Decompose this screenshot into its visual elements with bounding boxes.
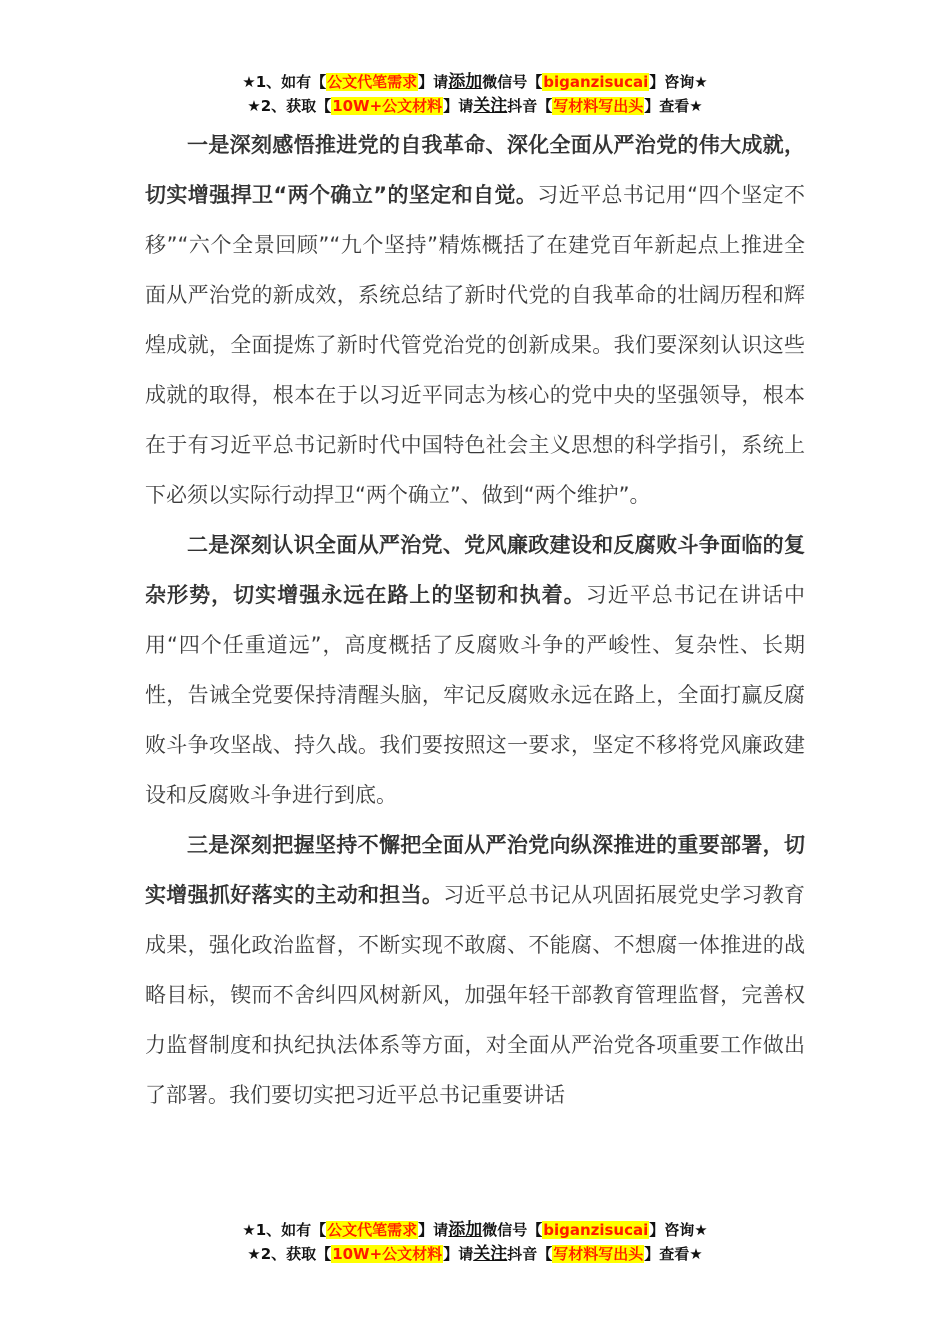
paragraph-lead: 三是深刻把握坚持不懈把全面从严治党向纵深推进的重要部署，切实增强抓好落实的主动和担当。 <box>145 833 805 907</box>
paragraph-1 <box>145 120 805 520</box>
paragraph-text: 习近平总书记用“四个坚定不移”“六个全景回顾”“九个坚持”精炼概括了在建党百年新起点上推进全面从严治党的新成效，系统总结了新时代党的自我革命的壮阔历程和辉煌成就，全面提炼了新时代管党治党的创新成果。我们要深刻认识这些成就的取得，根本在于以习近平同志为核心的党中央的坚强领导，根本在于有习近平总书记新时代中国特色社会主义思想的科学指引，系统上下必须以实际行动捍卫“两个确立”、做到“两个维护”。 <box>145 183 805 507</box>
highlight-service: 公文代笔需求 <box>327 1221 418 1239</box>
banner-line-1 <box>0 1218 950 1242</box>
document-body <box>145 120 805 1120</box>
highlight-douyin-account: 写材料写出头 <box>553 1245 644 1263</box>
highlight-douyin-account: 写材料写出头 <box>553 97 644 115</box>
banner-line-1 <box>0 70 950 94</box>
banner-text: 】请 <box>418 73 449 91</box>
banner-underline-text: 添加 <box>448 1220 483 1240</box>
banner-text: 】查看★ <box>644 97 703 115</box>
paragraph-3 <box>145 820 805 1120</box>
paragraph-lead: 一是深刻感悟推进党的自我革命、深化全面从严治党的伟大成就，切实增强捍卫“两个确立”的坚定和自觉。 <box>145 133 805 207</box>
banner-text: 】咨询★ <box>649 1221 708 1239</box>
banner-line-2 <box>0 94 950 118</box>
paragraph-text: 习近平总书记在讲话中用“四个任重道远”，高度概括了反腐败斗争的严峻性、复杂性、长期性，告诫全党要保持清醒头脑，牢记反腐败永远在路上，全面打赢反腐败斗争攻坚战、持久战。我们要按照这一要求，坚定不移将党风廉政建设和反腐败斗争进行到底。 <box>145 583 806 807</box>
paragraph-2 <box>145 520 805 820</box>
highlight-materials: 10W+公文材料 <box>332 1245 443 1263</box>
highlight-wechat-id: biganzisucai <box>543 1221 649 1239</box>
banner-text: 】咨询★ <box>649 73 708 91</box>
highlight-wechat-id: biganzisucai <box>543 73 649 91</box>
banner-line-2 <box>0 1242 950 1266</box>
banner-text: ★1、如有【 <box>242 73 327 91</box>
banner-text: 抖音【 <box>507 1245 553 1263</box>
banner-text: 抖音【 <box>507 97 553 115</box>
footer-banner <box>0 1218 950 1266</box>
highlight-materials: 10W+公文材料 <box>332 97 443 115</box>
banner-text: 微信号【 <box>482 1221 543 1239</box>
highlight-service: 公文代笔需求 <box>327 73 418 91</box>
banner-underline-text: 关注 <box>473 96 508 116</box>
banner-text: 】请 <box>443 1245 474 1263</box>
banner-underline-text: 添加 <box>448 72 483 92</box>
banner-underline-text: 关注 <box>473 1244 508 1264</box>
header-banner <box>0 70 950 118</box>
banner-text: 】请 <box>418 1221 449 1239</box>
paragraph-lead: 二是深刻认识全面从严治党、党风廉政建设和反腐败斗争面临的复杂形势，切实增强永远在路上的坚韧和执着。 <box>145 533 805 607</box>
banner-text: ★2、获取【 <box>247 1245 332 1263</box>
banner-text: ★2、获取【 <box>247 97 332 115</box>
banner-text: 微信号【 <box>482 73 543 91</box>
banner-text: ★1、如有【 <box>242 1221 327 1239</box>
banner-text: 】查看★ <box>644 1245 703 1263</box>
banner-text: 】请 <box>443 97 474 115</box>
paragraph-text: 习近平总书记从巩固拓展党史学习教育成果，强化政治监督，不断实现不敢腐、不能腐、不想腐一体推进的战略目标，锲而不舍纠四风树新风，加强年轻干部教育管理监督，完善权力监督制度和执纪执法体系等方面，对全面从严治党各项重要工作做出了部署。我们要切实把习近平总书记重要讲话 <box>145 883 806 1107</box>
